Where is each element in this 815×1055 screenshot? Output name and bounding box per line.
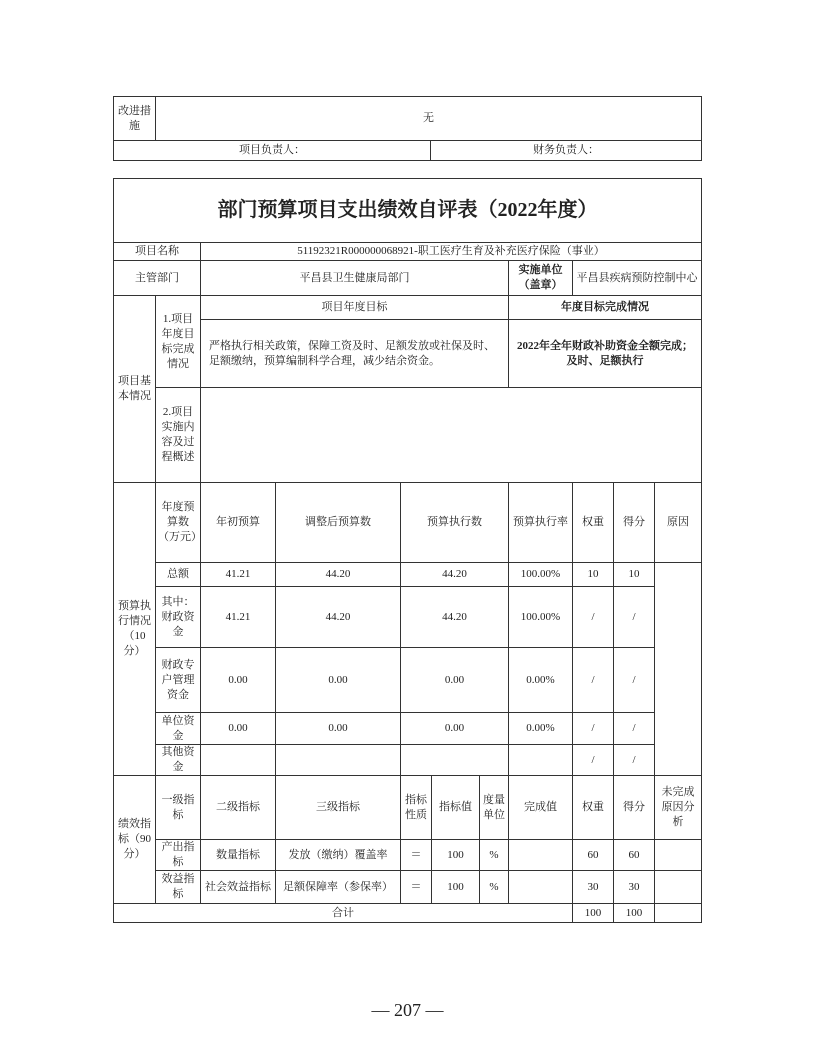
goal-label: 1.项目年度目标完成情况 — [156, 296, 201, 388]
executed: 44.20 — [401, 587, 509, 648]
value: 100 — [432, 840, 480, 871]
weight: 30 — [573, 871, 614, 904]
indicator-header: 权重 — [573, 776, 614, 840]
total-label: 合计 — [114, 904, 573, 923]
improve-value: 无 — [156, 97, 702, 141]
budget-header: 调整后预算数 — [276, 483, 401, 563]
row-label: 其他资金 — [156, 745, 201, 776]
process-label: 2.项目实施内容及过程概述 — [156, 388, 201, 483]
goal-header: 项目年度目标 — [201, 296, 509, 320]
value: 100 — [432, 871, 480, 904]
unit-label: 实施单位（盖章） — [509, 261, 573, 296]
adjusted: 44.20 — [276, 563, 401, 587]
weight: / — [573, 587, 614, 648]
indicator-row — [114, 871, 702, 904]
budget-header: 原因 — [655, 483, 702, 563]
row-label: 财政专户管理资金 — [156, 648, 201, 713]
completion-header: 年度目标完成情况 — [509, 296, 702, 320]
improve-label: 改进措施 — [114, 97, 156, 141]
indicator-header: 指标性质 — [401, 776, 432, 840]
dept-label: 主管部门 — [114, 261, 201, 296]
weight: / — [573, 745, 614, 776]
nature: ＝ — [401, 840, 432, 871]
indicator-header: 指标值 — [432, 776, 480, 840]
budget-row — [114, 587, 702, 648]
improvement-table — [113, 96, 702, 161]
reason — [655, 871, 702, 904]
indicator-label: 绩效指标（90分） — [114, 776, 156, 904]
nature: ＝ — [401, 871, 432, 904]
l3: 足额保障率（参保率） — [276, 871, 401, 904]
l3: 发放（缴纳）覆盖率 — [276, 840, 401, 871]
indicator-header: 一级指标 — [156, 776, 201, 840]
unit: % — [480, 871, 509, 904]
rate: 100.00% — [509, 587, 573, 648]
goal-text: 严格执行相关政策，保障工资及时、足额发放或社保及时、足额缴纳，预算编制科学合理，减少结余资金。 — [201, 320, 509, 388]
initial: 0.00 — [201, 648, 276, 713]
budget-header: 预算执行数 — [401, 483, 509, 563]
rate — [509, 745, 573, 776]
score: / — [614, 745, 655, 776]
project-leader-label: 项目负责人： — [114, 141, 431, 161]
indicator-header: 得分 — [614, 776, 655, 840]
unit: % — [480, 840, 509, 871]
initial: 41.21 — [201, 587, 276, 648]
indicator-header: 三级指标 — [276, 776, 401, 840]
total-score: 100 — [614, 904, 655, 923]
unit-value: 平昌县疾病预防控制中心 — [573, 261, 702, 296]
score: 10 — [614, 563, 655, 587]
executed — [401, 745, 509, 776]
total-weight: 100 — [573, 904, 614, 923]
score: / — [614, 648, 655, 713]
adjusted: 44.20 — [276, 587, 401, 648]
indicator-header: 未完成原因分析 — [655, 776, 702, 840]
l2: 社会效益指标 — [201, 871, 276, 904]
rate: 0.00% — [509, 713, 573, 745]
total-row — [114, 904, 702, 923]
adjusted: 0.00 — [276, 713, 401, 745]
budget-label: 预算执行情况（10分） — [114, 483, 156, 776]
initial — [201, 745, 276, 776]
budget-header: 权重 — [573, 483, 614, 563]
l1: 产出指标 — [156, 840, 201, 871]
weight: 60 — [573, 840, 614, 871]
budget-row — [114, 563, 702, 587]
process-text — [201, 388, 702, 483]
score: / — [614, 713, 655, 745]
page-number: — 207 — — [371, 1000, 444, 1020]
indicator-row — [114, 840, 702, 871]
weight: / — [573, 648, 614, 713]
budget-header: 年度预算数（万元） — [156, 483, 201, 563]
budget-row — [114, 648, 702, 713]
done — [509, 871, 573, 904]
basic-label: 项目基本情况 — [114, 296, 156, 483]
row-label: 总额 — [156, 563, 201, 587]
indicator-header: 度量单位 — [480, 776, 509, 840]
score: 30 — [614, 871, 655, 904]
weight: / — [573, 713, 614, 745]
completion-text: 2022年全年财政补助资金全额完成；及时、足额执行 — [509, 320, 702, 388]
budget-header: 预算执行率 — [509, 483, 573, 563]
dept-value: 平昌县卫生健康局部门 — [201, 261, 509, 296]
adjusted — [276, 745, 401, 776]
executed: 0.00 — [401, 713, 509, 745]
rate: 100.00% — [509, 563, 573, 587]
budget-header: 得分 — [614, 483, 655, 563]
project-name-label: 项目名称 — [114, 243, 201, 261]
total-reason — [655, 904, 702, 923]
initial: 0.00 — [201, 713, 276, 745]
done — [509, 840, 573, 871]
reason-cell — [655, 563, 702, 776]
row-label: 其中：财政资金 — [156, 587, 201, 648]
l2: 数量指标 — [201, 840, 276, 871]
reason — [655, 840, 702, 871]
page-title: 部门预算项目支出绩效自评表（2022年度） — [114, 179, 702, 243]
indicator-header: 完成值 — [509, 776, 573, 840]
initial: 41.21 — [201, 563, 276, 587]
budget-row — [114, 713, 702, 745]
finance-leader-label: 财务负责人： — [431, 141, 702, 161]
score: / — [614, 587, 655, 648]
row-label: 单位资金 — [156, 713, 201, 745]
indicator-header: 二级指标 — [201, 776, 276, 840]
weight: 10 — [573, 563, 614, 587]
performance-table — [113, 178, 702, 923]
score: 60 — [614, 840, 655, 871]
budget-header: 年初预算 — [201, 483, 276, 563]
project-name-value: 51192321R000000068921-职工医疗生育及补充医疗保险（事业） — [201, 243, 702, 261]
adjusted: 0.00 — [276, 648, 401, 713]
l1: 效益指标 — [156, 871, 201, 904]
executed: 0.00 — [401, 648, 509, 713]
executed: 44.20 — [401, 563, 509, 587]
rate: 0.00% — [509, 648, 573, 713]
budget-row — [114, 745, 702, 776]
